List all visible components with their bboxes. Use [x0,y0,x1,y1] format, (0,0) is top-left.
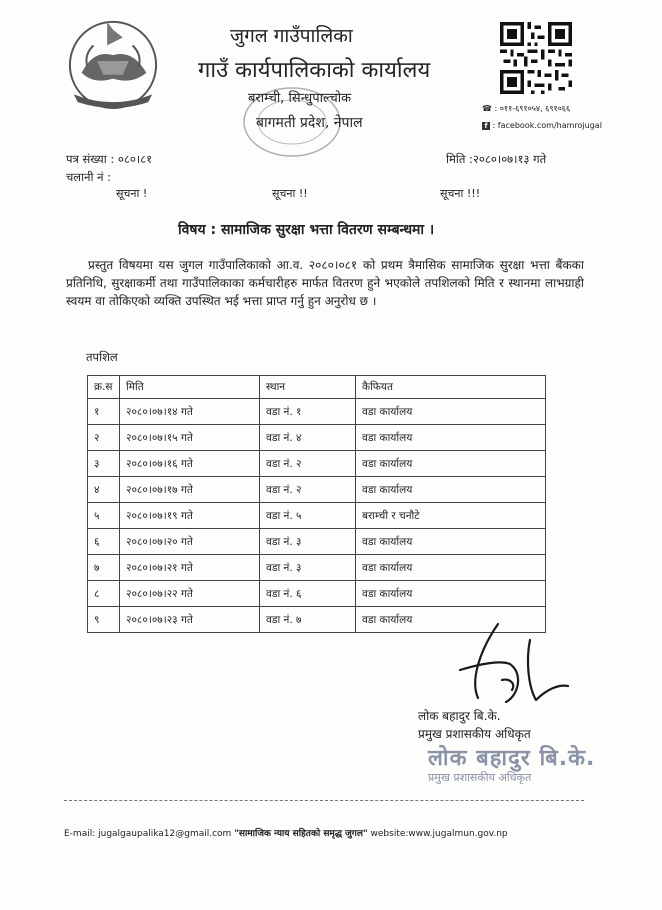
signatory-name: लोक बहादुर बि.के. [418,709,501,723]
remarks-cell: वडा कार्यालय [356,399,546,425]
letter-subject: विषय : सामाजिक सुरक्षा भत्ता वितरण सम्बन्धमा । [178,222,435,238]
date-cell: २०८०।०७।२३ गते [120,607,260,633]
location-cell: वडा नं. ३ [260,529,356,555]
post-stamp: प्रमुख प्रशासकीय अधिकृत [428,771,532,784]
date-cell: २०८०।०७।१५ गते [120,425,260,451]
remarks-cell: वडा कार्यालय [356,477,546,503]
facebook-icon: f [482,122,490,130]
footer-divider [64,800,584,801]
remarks-cell: वडा कार्यालय [356,425,546,451]
location-cell: वडा नं. ५ [260,503,356,529]
remarks-cell: वडा कार्यालय [356,607,546,633]
dispatch-number: चलानी नं : [66,170,112,184]
serial-cell: ३ [88,451,120,477]
serial-cell: २ [88,425,120,451]
notice-heading: सूचना !!! [440,187,481,200]
date-cell: २०८०।०७।२१ गते [120,555,260,581]
location-cell: वडा नं. २ [260,477,356,503]
serial-cell: ७ [88,555,120,581]
table-caption: तपशिल [86,350,118,364]
column-header: क्र.स [88,376,120,399]
distribution-schedule-table [87,375,546,633]
remarks-cell: वडा कार्यालय [356,555,546,581]
date-cell: २०८०।०७।१६ गते [120,451,260,477]
office-phone: ☎ : ०११-६९१०५४, ६९१०६६ [482,104,571,113]
footer-slogan: "सामाजिक न्याय सहितको समृद्ध जुगल" [234,829,368,839]
table-row [88,581,546,607]
table-row [88,477,546,503]
remarks-cell: बराम्ची र चनौटे [356,503,546,529]
footer-website: website:www.jugalmun.gov.np [370,829,508,839]
location-cell: वडा नं. ४ [260,425,356,451]
office-title: गाउँ कार्यपालिकाको कार्यालय [198,58,431,83]
notice-heading: सूचना !! [272,187,308,200]
column-header: मिति [120,376,260,399]
remarks-cell: वडा कार्यालय [356,581,546,607]
signatory-post: प्रमुख प्रशासकीय अधिकृत [418,727,531,741]
reference-number: पत्र संख्या : ०८०।८१ [66,152,153,166]
remarks-cell: वडा कार्यालय [356,451,546,477]
table-row [88,451,546,477]
serial-cell: ९ [88,607,120,633]
location-cell: वडा नं. ३ [260,555,356,581]
table-header-row [88,376,546,399]
letter-body: प्रस्तुत विषयमा यस जुगल गाउँपालिकाको आ.व. २०८०।०८१ को प्रथम त्रैमासिक सामाजिक सुरक्षा भत्ता बैंकका प्रतिनिधि, सुरक्षाकर्मी तथा गाउँपालिकाका कर्मचारीहरु मार्फत वितरण हुने भएकोले तपशिलको मिति र स्थानमा लाभग्राही स्वयम वा तोकिएको व्यक्ति उपस्थित भई भत्ता प्राप्त गर्नु हुन अनुरोध छ । [66,258,584,308]
municipality-name: जुगल गाउँपालिका [230,25,353,47]
serial-cell: ८ [88,581,120,607]
nepal-emblem-icon [64,16,162,110]
footer [64,826,508,839]
table-row [88,529,546,555]
serial-cell: ५ [88,503,120,529]
notice-heading: सूचना ! [116,187,148,200]
office-province: बागमती प्रदेश, नेपाल [256,115,363,131]
date-cell: २०८०।०७।१९ गते [120,503,260,529]
location-cell: वडा नं. २ [260,451,356,477]
serial-cell: १ [88,399,120,425]
column-header: स्थान [260,376,356,399]
column-header: कैफियत [356,376,546,399]
qr-code-icon [500,22,572,94]
serial-cell: ६ [88,529,120,555]
table-row [88,399,546,425]
location-cell: वडा नं. ६ [260,581,356,607]
table-row [88,425,546,451]
date-cell: २०८०।०७।२० गते [120,529,260,555]
handwritten-signature-icon [440,620,570,715]
serial-cell: ४ [88,477,120,503]
table-row [88,503,546,529]
date-cell: २०८०।०७।२२ गते [120,581,260,607]
date-cell: २०८०।०७।१७ गते [120,477,260,503]
date-cell: २०८०।०७।१४ गते [120,399,260,425]
footer-email: E-mail: jugalgaupalika12@gmail.com [64,829,232,839]
table-row [88,555,546,581]
office-facebook [482,121,602,130]
facebook-handle: : facebook.com/hamrojugal [492,121,602,130]
remarks-cell: वडा कार्यालय [356,529,546,555]
location-cell: वडा नं. १ [260,399,356,425]
letter-date: मिति :२०८०।०७।१३ गते [446,152,547,166]
name-stamp: लोक बहादुर बि.के. [428,746,596,771]
location-cell: वडा नं. ७ [260,607,356,633]
office-address: बराम्ची, सिन्धुपाल्चोक [248,91,352,106]
